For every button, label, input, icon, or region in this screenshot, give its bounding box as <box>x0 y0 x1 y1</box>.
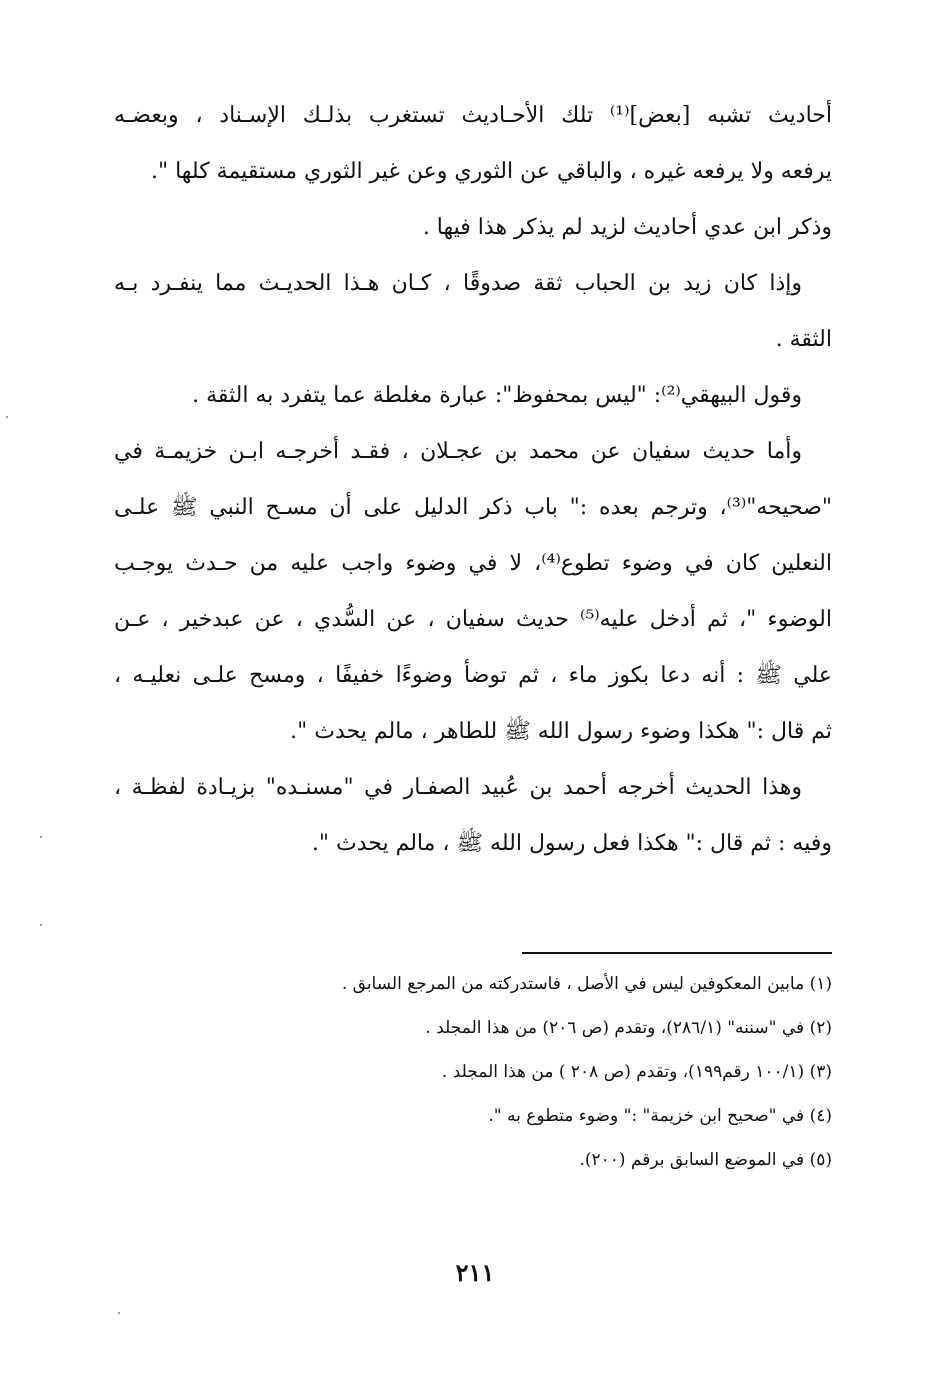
scan-speck <box>6 416 8 418</box>
footnote-3: (٣) (١٠٠/١ رقم١٩٩)، وتقدم (ص ٢٠٨ ) من هذا المجلد . <box>441 1062 832 1082</box>
text-line-10: الوضوء "، ثم أدخل عليه⁽⁵⁾ حديث سفيان ، عن السُّدي ، عن عبدخير ، عـن <box>114 607 832 632</box>
text-line-13: وهذا الحديث أخرجه أحمد بن عُبيد الصفـار في "مسنـده" بزيـادة لفظـة ، <box>114 775 802 800</box>
main-text <box>114 88 832 872</box>
footnote-2: (٢) في "سننه" (٢٨٦/١)، وتقدم (ص ٢٠٦) من هذا المجلد . <box>425 1018 832 1038</box>
text-line-4: وإذا كان زيد بن الحباب ثقة صدوقًا ، كـان هـذا الحديـث مما ينفـرد بـه <box>114 271 802 296</box>
footnote-4: (٤) في "صحيح ابن خزيمة" :" وضوء متطوع به ". <box>488 1106 832 1126</box>
text-line-11: علي ﷺ : أنه دعا بكوز ماء ، ثم توضأ وضوءًا خفيفًا ، ومسح علـى نعليـه ، <box>114 663 832 688</box>
text-line-2: يرفعه ولا يرفعه غيره ، والباقي عن الثوري وعن غير الثوري مستقيمة كلها ". <box>150 159 832 184</box>
text-line-14: وفيه : ثم قال :" هكذا فعل رسول الله ﷺ ، مالم يحدث ". <box>311 831 832 856</box>
text-line-3: وذكر ابن عدي أحاديث لزيد لم يذكر هذا فيها . <box>422 215 832 240</box>
scan-speck <box>40 836 42 838</box>
text-line-9: النعلين كان في وضوء تطوع⁽⁴⁾، لا في وضوء واجب عليه من حـدث يوجـب <box>114 551 832 576</box>
footnote-1: (١) مابين المعكوفين ليس في الأصل ، فاستدركته من المرجع السابق . <box>341 974 832 994</box>
scan-speck <box>118 1312 120 1314</box>
text-line-8: "صحيحه"⁽³⁾، وترجم بعده :" باب ذكر الدليل على أن مسـح النبي ﷺ علـى <box>114 495 832 520</box>
text-line-7: وأما حديث سفيان عن محمد بن عجـلان ، فقـد أخرجـه ابـن خزيمـة في <box>114 439 802 464</box>
footnotes <box>114 962 832 1182</box>
footnote-5: (٥) في الموضع السابق برقم (٢٠٠). <box>579 1150 832 1170</box>
text-line-1: أحاديث تشبه [بعض]⁽¹⁾ تلك الأحـاديث تستغرب بذلـك الإسـناد ، وبعضـه <box>114 103 832 128</box>
text-line-6: وقول البيهقي⁽²⁾: "ليس بمحفوظ": عبارة مغلطة عما يتفرد به الثقة . <box>192 383 802 408</box>
text-line-5: الثقة . <box>775 327 832 352</box>
footnote-separator <box>522 952 832 954</box>
scan-speck <box>40 924 42 926</box>
text-line-12: ثم قال :" هكذا وضوء رسول الله ﷺ للطاهر ، مالم يحدث ". <box>290 719 832 744</box>
page-number: ٢١١ <box>455 1258 495 1287</box>
